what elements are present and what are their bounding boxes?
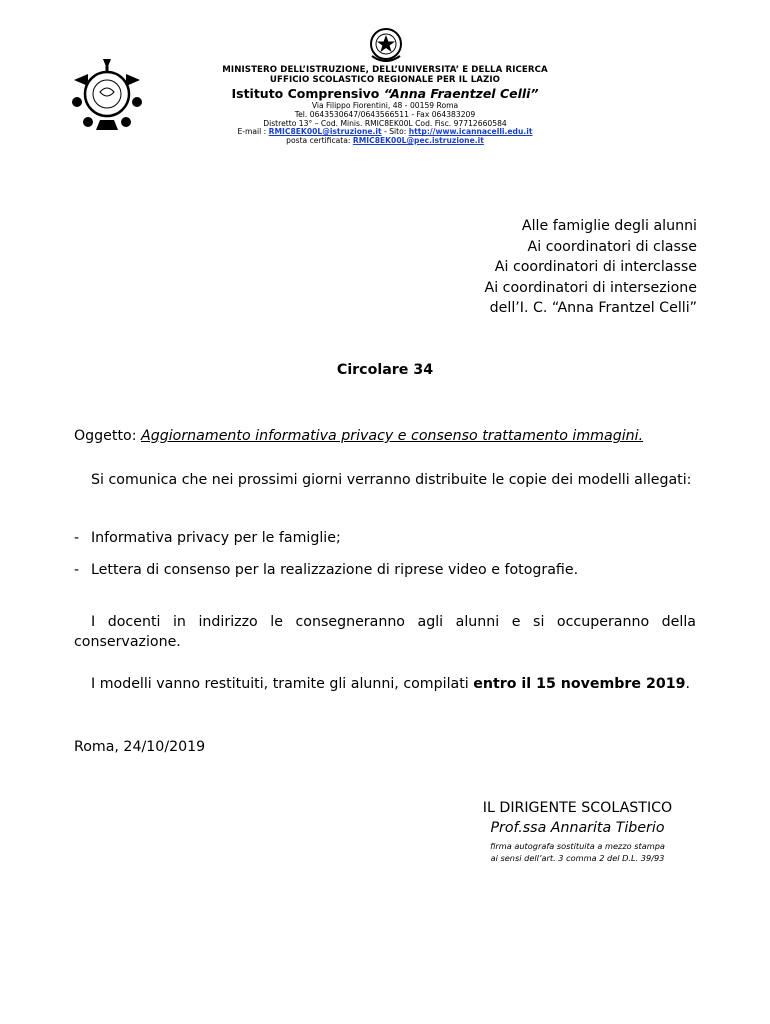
deadline-date: entro il 15 novembre 2019 (473, 676, 686, 692)
paragraph-deadline: I modelli vanno restituiti, tramite gli alunni, compilati entro il 15 novembre 2019. (91, 676, 690, 692)
recipients-block (485, 216, 698, 319)
pec-line: posta certificata: RMIC8EK00L@pec.istruzione.it (286, 136, 484, 145)
paragraph-teachers: I docenti in indirizzo le consegneranno agli alunni e si occuperanno della conservazione. (74, 614, 696, 650)
email-link[interactable]: RMIC8EK00L@istruzione.it (268, 127, 382, 137)
regional-office: UFFICIO SCOLASTICO REGIONALE PER IL LAZIO (269, 74, 501, 85)
signer-role: IL DIRIGENTE SCOLASTICO (482, 800, 673, 816)
address: Via Filippo Fiorentini, 48 - 00159 Roma (311, 101, 459, 111)
signature-block (460, 798, 695, 864)
district-codes: Distretto 13° – Cod. Minis. RMIC8EK00L Cod. Fisc. 97712660584 (263, 118, 507, 128)
signature-note: firma autografa sostituita a mezzo stampa ai sensi dell’art. 3 comma 2 del D.L. 39/93 (490, 841, 665, 863)
subject-text: Aggiornamento informativa privacy e consenso trattamento immagini. (141, 428, 644, 444)
school-logo (70, 56, 144, 134)
list-item: - Lettera di consenso per la realizzazione di riprese video e fotografie. (74, 562, 579, 578)
recipient-line: dell’I. C. “Anna Frantzel Celli” (489, 300, 697, 316)
recipient-line: Alle famiglie degli alunni (521, 218, 697, 234)
ministry-name: MINISTERO DELL’ISTRUZIONE, DELL’UNIVERSITA’ E DELLA RICERCA (222, 65, 548, 75)
website-link[interactable]: http://www.icannacelli.edu.it (408, 127, 533, 137)
circular-title: Circolare 34 (336, 362, 434, 378)
italian-republic-emblem (367, 26, 405, 64)
phone-fax: Tel. 0643530647/0643566511 - Fax 064383209 (294, 109, 476, 119)
pec-email-link[interactable]: RMIC8EK00L@pec.istruzione.it (352, 136, 484, 145)
institute-name: Istituto Comprensivo “Anna Fraentzel Celli” (231, 85, 539, 101)
paragraph-intro: Si comunica che nei prossimi giorni verranno distribuite le copie dei modelli allegati: (91, 472, 692, 488)
place-date: Roma, 24/10/2019 (74, 739, 206, 755)
recipient-line: Ai coordinatori di intersezione (484, 279, 697, 296)
subject-line: Oggetto: Aggiornamento informativa privacy e consenso trattamento immagini. (74, 428, 644, 444)
list-item: - Informativa privacy per le famiglie; (74, 530, 341, 546)
recipient-line: Ai coordinatori di classe (527, 238, 697, 255)
recipient-line: Ai coordinatori di interclasse (494, 259, 697, 275)
signer-name: Prof.ssa Annarita Tiberio (490, 820, 665, 836)
letterhead (150, 66, 620, 146)
contacts-line: E-mail : RMIC8EK00L@istruzione.it - Sito: http://www.icannacelli.edu.it (237, 127, 533, 137)
